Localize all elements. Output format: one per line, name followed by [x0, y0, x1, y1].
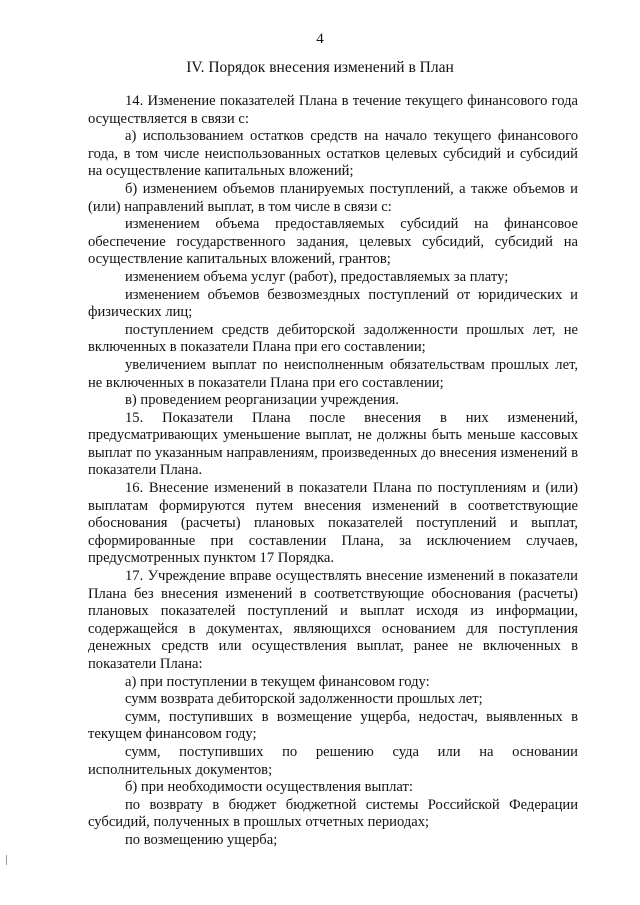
paragraph: 16. Внесение изменений в показатели Плана по поступлениям и (или) выплатам формируются путем внесения изменений в соответствующие обоснования (расчеты) плановых показателей поступлений и выплат, сформированные при составлении Плана, за исключением случаев, предусмотренных пунктом 17 Порядка.: [88, 480, 578, 567]
paragraph: в) проведением реорганизации учреждения.: [125, 392, 399, 409]
paragraph: б) при необходимости осуществления выплат:: [125, 779, 413, 796]
paragraph: изменением объемов безвозмездных поступлений от юридических и физических лиц;: [88, 286, 578, 321]
paragraph: сумм возврата дебиторской задолженности прошлых лет;: [125, 691, 483, 708]
paragraph: сумм, поступивших в возмещение ущерба, недостач, выявленных в текущем финансовом году;: [88, 708, 578, 743]
paragraph: б) изменением объемов планируемых поступлений, а также объемов и (или) направлений выплат, в том числе в связи с:: [88, 180, 578, 215]
paragraph: по возмещению ущерба;: [125, 831, 278, 848]
paragraph: изменением объема услуг (работ), предоставляемых за плату;: [125, 268, 509, 285]
paragraph: поступлением средств дебиторской задолженности прошлых лет, не включенных в показатели Плана при его составлении;: [88, 321, 578, 356]
paragraph: а) при поступлении в текущем финансовом году:: [125, 673, 430, 690]
document-body: [88, 93, 578, 850]
paragraph: изменением объема предоставляемых субсидий на финансовое обеспечение государственного задания, целевых субсидий, субсидий на осуществление капитальных вложений, грантов;: [88, 216, 578, 268]
paragraph: 14. Изменение показателей Плана в течение текущего финансового года осуществляется в связи с:: [88, 93, 578, 127]
paragraph: 15. Показатели Плана после внесения в них изменений, предусматривающих уменьшение выплат, не должны быть меньше кассовых выплат по указанным направлениям, произведенных до внесения изменений в показатели Плана.: [88, 409, 578, 479]
section-heading: IV. Порядок внесения изменений в План: [186, 59, 454, 76]
scan-edge-mark: [6, 855, 7, 865]
paragraph: увеличением выплат по неисполненным обязательствам прошлых лет, не включенных в показатели Плана при его составлении;: [88, 356, 578, 391]
paragraph: 17. Учреждение вправе осуществлять внесение изменений в показатели Плана без внесения изменений в соответствующие обоснования (расчеты) плановых показателей поступлений и выплат исходя из информации, содержащейся в документах, являющихся основанием для поступления денежных средств или осуществления выплат, ранее не включенных в показатели Плана:: [88, 568, 578, 672]
paragraph: а) использованием остатков средств на начало текущего финансового года, в том числе неиспользованных остатков целевых субсидий и субсидий на осуществление капитальных вложений;: [88, 128, 578, 180]
paragraph: сумм, поступивших по решению суда или на основании исполнительных документов;: [88, 743, 578, 778]
paragraph: по возврату в бюджет бюджетной системы Российской Федерации субсидий, полученных в прошлых отчетных периодах;: [88, 796, 578, 831]
page-number: 4: [316, 31, 324, 47]
